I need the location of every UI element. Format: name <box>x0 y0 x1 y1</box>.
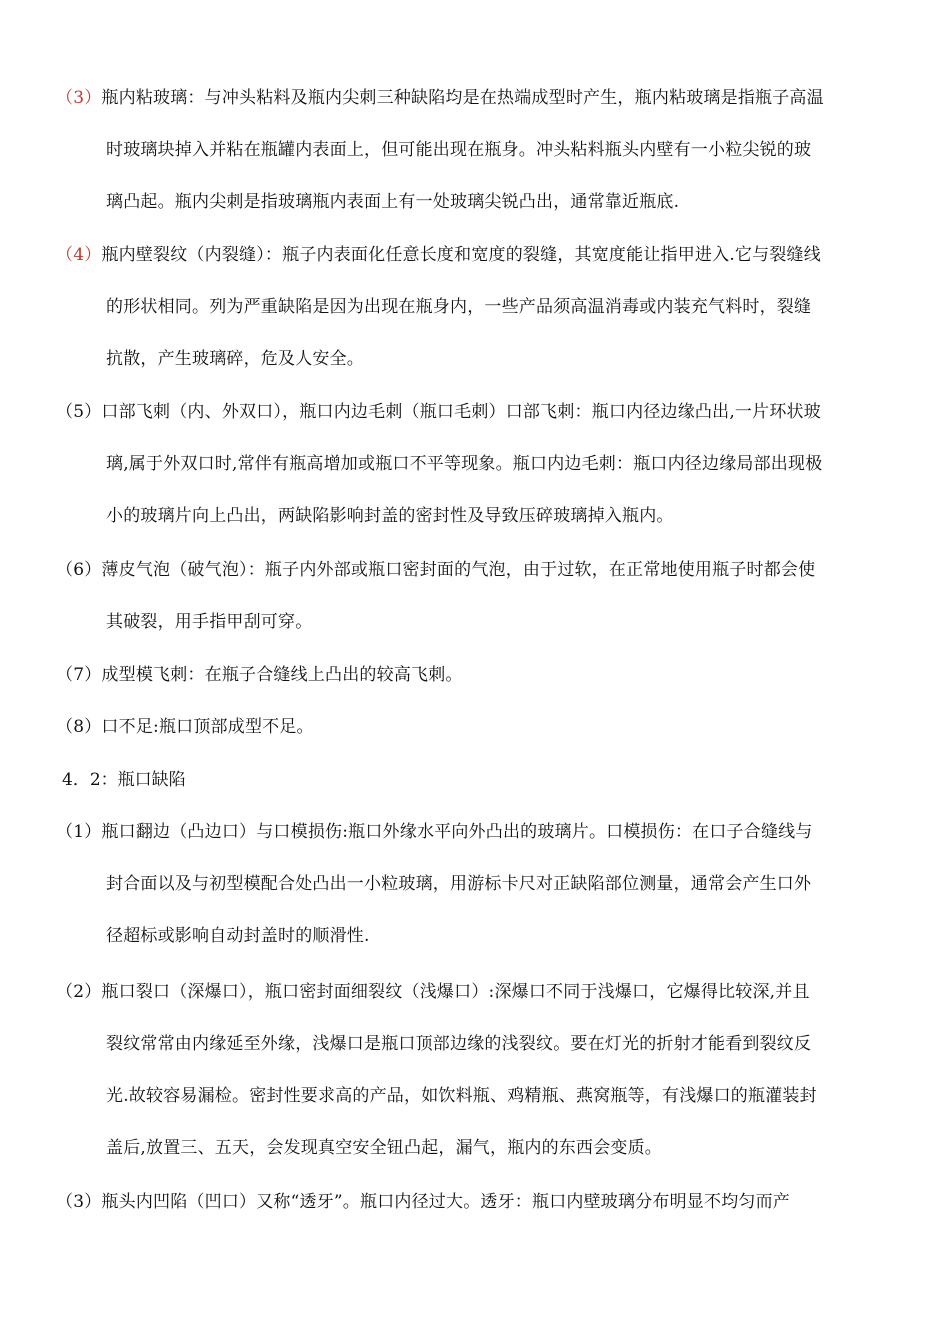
line-text: 瓶头内凹陷（凹口）又称“透牙”。瓶口内径过大。透牙：瓶口内壁玻璃分布明显不均匀而产 <box>101 1192 791 1212</box>
item-number: （1） <box>56 822 102 842</box>
paragraph-line <box>56 1176 906 1228</box>
paragraph-line: 封合面以及与初型模配合处凸出一小粒玻璃，用游标卡尺对正缺陷部位测量，通常会产生口外 <box>106 874 812 894</box>
paragraph-line <box>56 701 906 753</box>
item-number: （8） <box>56 717 102 737</box>
line-text: 瓶内壁裂纹（内裂缝）：瓶子内表面化任意长度和宽度的裂缝，其宽度能让指甲进入.它与裂缝线 <box>101 245 821 265</box>
item-number: （6） <box>56 560 102 580</box>
line-text: 口不足:瓶口顶部成型不足。 <box>101 717 314 737</box>
paragraph-line <box>56 966 906 1018</box>
paragraph-8-short-mouth <box>56 701 906 753</box>
paragraph-5-mouth-burr <box>56 386 906 542</box>
item-number: （5） <box>56 402 102 422</box>
paragraph-line: 盖后,放置三、五天，会发现真空安全钮凸起，漏气，瓶内的东西会变质。 <box>106 1138 663 1158</box>
line-text: 瓶口翻边（凸边口）与口模损伤:瓶口外缘水平向外凸出的玻璃片。口模损伤：在口子合缝线与 <box>101 822 813 842</box>
section-paragraph-1-lip-flange <box>56 806 906 962</box>
paragraph-line: 径超标或影响自动封盖时的顺滑性. <box>106 926 370 946</box>
paragraph-line: 小的玻璃片向上凸出，两缺陷影响封盖的密封性及导致压碎玻璃掉入瓶内。 <box>106 506 674 526</box>
paragraph-line: 的形状相同。列为严重缺陷是因为出现在瓶身内，一些产品须高温消毒或内装充气料时，裂缝 <box>106 297 812 317</box>
line-text: 瓶口裂口（深爆口），瓶口密封面细裂纹（浅爆口）:深爆口不同于浅爆口，它爆得比较深,并且 <box>101 982 810 1002</box>
paragraph-line <box>56 806 906 858</box>
paragraph-line: 抗散，产生玻璃碎，危及人安全。 <box>106 349 364 369</box>
paragraph-line <box>56 386 906 438</box>
item-number: （2） <box>56 982 102 1002</box>
paragraph-line: 其破裂，用手指甲刮可穿。 <box>106 612 313 632</box>
section-paragraph-3-inner-dent <box>56 1176 906 1228</box>
paragraph-line <box>56 72 906 124</box>
paragraph-line: 时玻璃块掉入并粘在瓶罐内表面上，但可能出现在瓶身。冲头粘料瓶头内壁有一小粒尖锐的玻 <box>106 140 812 160</box>
item-number: （3） <box>56 88 102 108</box>
paragraph-line: 璃,属于外双口时,常伴有瓶高增加或瓶口不平等现象。瓶口内边毛刺：瓶口内径边缘局部出现极 <box>106 454 823 474</box>
item-number: （4） <box>56 245 102 265</box>
paragraph-line: 光.故较容易漏检。密封性要求高的产品，如饮料瓶、鸡精瓶、燕窝瓶等，有浅爆口的瓶灌装封 <box>106 1086 817 1106</box>
line-text: 成型模飞刺：在瓶子合缝线上凸出的较高飞刺。 <box>101 665 463 685</box>
paragraph-6-thin-bubble <box>56 544 906 648</box>
paragraph-line <box>56 544 906 596</box>
item-number: （3） <box>56 1192 102 1212</box>
paragraph-line: 璃凸起。瓶内尖刺是指玻璃瓶内表面上有一处玻璃尖锐凸出，通常靠近瓶底. <box>106 192 680 212</box>
paragraph-line <box>56 229 906 281</box>
paragraph-line: 裂纹常常由内缘延至外缘，浅爆口是瓶口顶部边缘的浅裂纹。要在灯光的折射才能看到裂纹反 <box>106 1034 812 1054</box>
paragraph-line <box>56 649 906 701</box>
line-text: 口部飞刺（内、外双口），瓶口内边毛刺（瓶口毛刺）口部飞刺：瓶口内径边缘凸出,一片环状玻 <box>101 402 821 422</box>
paragraph-3-bottle-inner-glass <box>56 72 906 228</box>
paragraph-7-mold-flash <box>56 649 906 701</box>
section-heading: 4．2：瓶口缺陷 <box>62 770 186 790</box>
line-text: 薄皮气泡（破气泡）：瓶子内外部或瓶口密封面的气泡，由于过软，在正常地使用瓶子时都会使 <box>101 560 816 580</box>
paragraph-4-inner-wall-crack <box>56 229 906 385</box>
item-number: （7） <box>56 665 102 685</box>
section-paragraph-2-mouth-crack <box>56 966 906 1174</box>
line-text: 瓶内粘玻璃：与冲头粘料及瓶内尖刺三种缺陷均是在热端成型时产生，瓶内粘玻璃是指瓶子高温 <box>101 88 824 108</box>
